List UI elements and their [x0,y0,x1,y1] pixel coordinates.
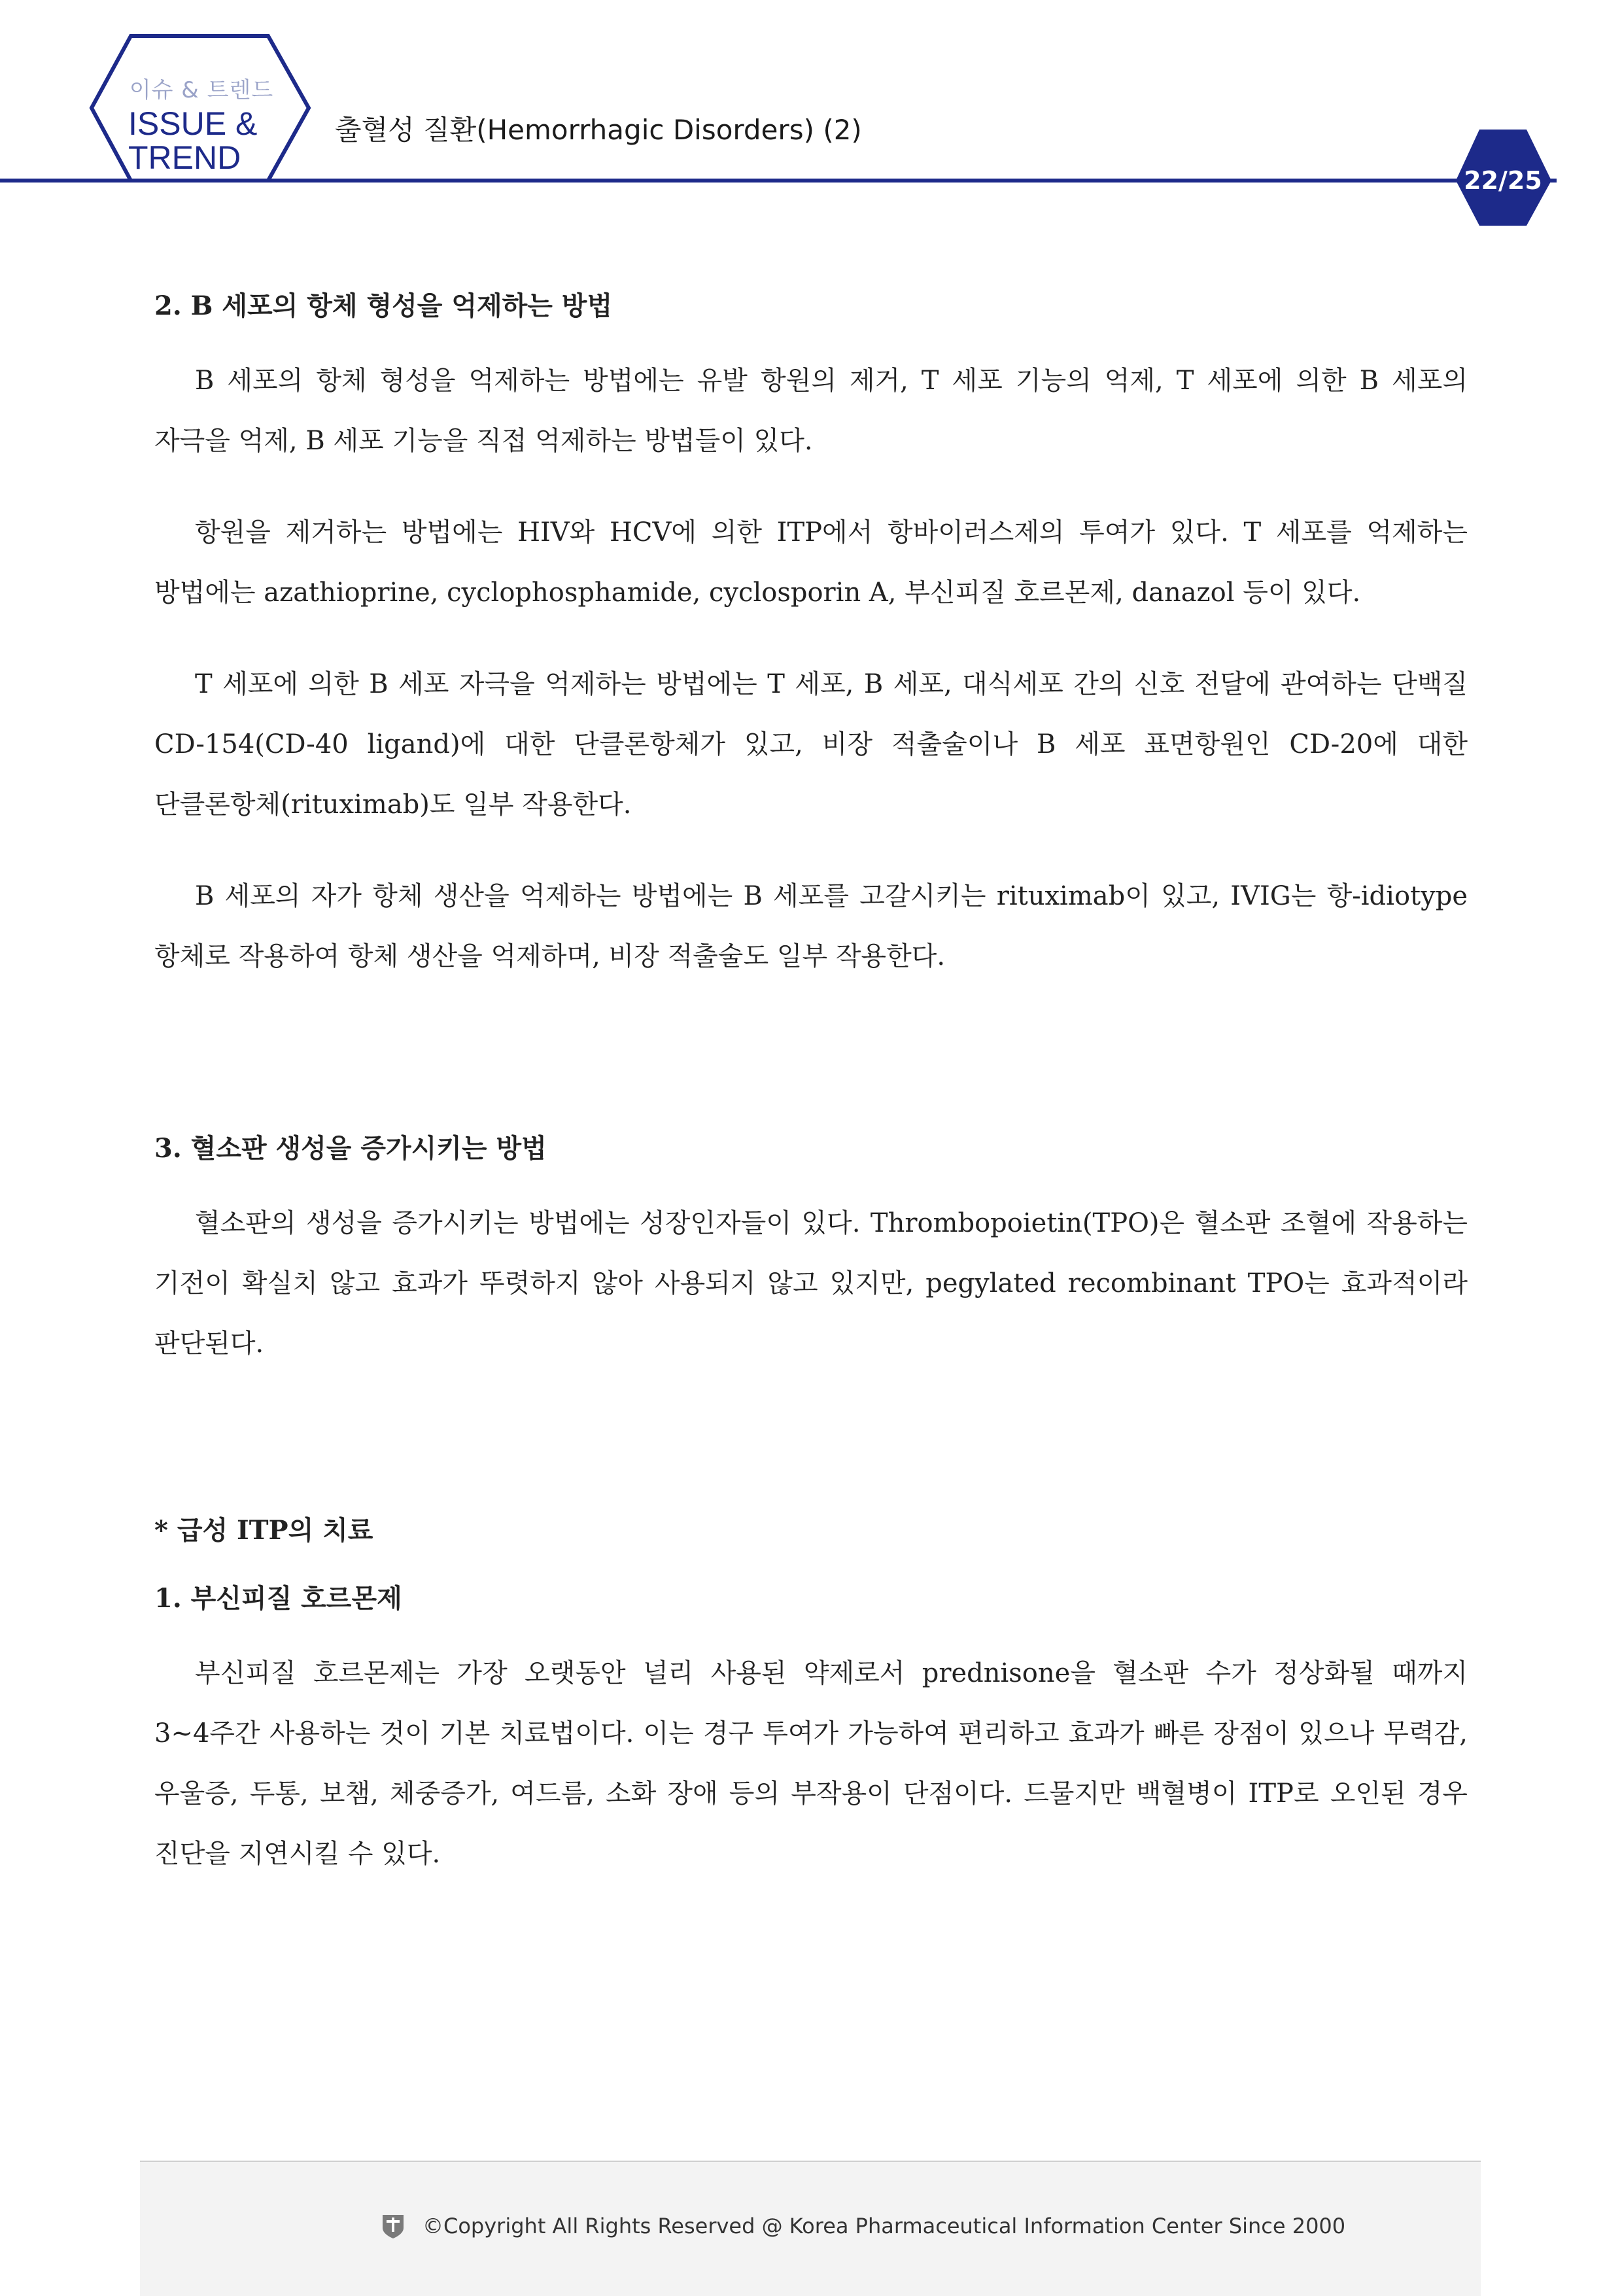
main-content [154,288,1468,1884]
paragraph: 혈소판의 생성을 증가시키는 방법에는 성장인자들이 있다. Thrombopoietin(TPO)은 혈소판 조혈에 작용하는 기전이 확실치 않고 효과가 뚜렷하지 않아 사용되지 않고 있지만, pegylated recombinant TPO는 효과적이라 판단된다. [154,1208,1468,1359]
paragraph: B 세포의 항체 형성을 억제하는 방법에는 유발 항원의 제거, T 세포 기능의 억제, T 세포에 의한 B 세포의 자극을 억제, B 세포 기능을 직접 억제하는 방법들이 있다. [154,366,1468,456]
badge-subtitle: 이슈 & 트렌드 [129,77,274,103]
paragraph: T 세포에 의한 B 세포 자극을 억제하는 방법에는 T 세포, B 세포, 대식세포 간의 신호 전달에 관여하는 단백질 CD-154(CD-40 ligand)에 대한 단클론항체가 있고, 비장 적출술이나 B 세포 표면항원인 CD-20에 대한 단클론항체(rituximab)도 일부 작용한다. [154,669,1468,820]
section-heading-acute-itp: * 급성 ITP의 치료 [154,1515,373,1546]
paragraph: 항원을 제거하는 방법에는 HIV와 HCV에 의한 ITP에서 항바이러스제의 투여가 있다. T 세포를 억제하는 방법에는 azathioprine, cyclophosphamide, cyclosporin A, 부신피질 호르몬제, danazol 등이 있다. [154,517,1468,608]
section-heading-corticosteroid: 1. 부신피질 호르몬제 [154,1583,402,1614]
copyright-notice: ©Copyright All Rights Reserved @ Korea Pharmaceutical Information Center Since 2000 [423,2214,1346,2238]
paragraph: 부신피질 호르몬제는 가장 오랫동안 널리 사용된 약제로서 prednisone을 혈소판 수가 정상화될 때까지 3~4주간 사용하는 것이 기본 치료법이다. 이는 경구 투여가 가능하여 편리하고 효과가 빠른 장점이 있으나 무력감, 우울증, 두통, 보챔, 체중증가, 여드름, 소화 장애 등의 부작용이 단점이다. 드물지만 백혈병이 ITP로 오인된 경우 진단을 지연시킬 수 있다. [154,1658,1468,1869]
page-number: 22/25 [1464,166,1542,195]
badge-title-line2: TREND [128,139,241,176]
paragraph: B 세포의 자가 항체 생산을 억제하는 방법에는 B 세포를 고갈시키는 rituximab이 있고, IVIG는 항-idiotype 항체로 작용하여 항체 생산을 억제하며, 비장 적출술도 일부 작용한다. [154,881,1468,971]
section-heading-b-cell: 2. B 세포의 항체 형성을 억제하는 방법 [154,290,613,321]
badge-title-line1: ISSUE & [128,105,258,142]
document-title: 출혈성 질환(Hemorrhagic Disorders) (2) [335,114,862,146]
section-heading-platelet: 3. 혈소판 생성을 증가시키는 방법 [154,1133,547,1164]
pharmacy-logo-icon [381,2214,405,2240]
